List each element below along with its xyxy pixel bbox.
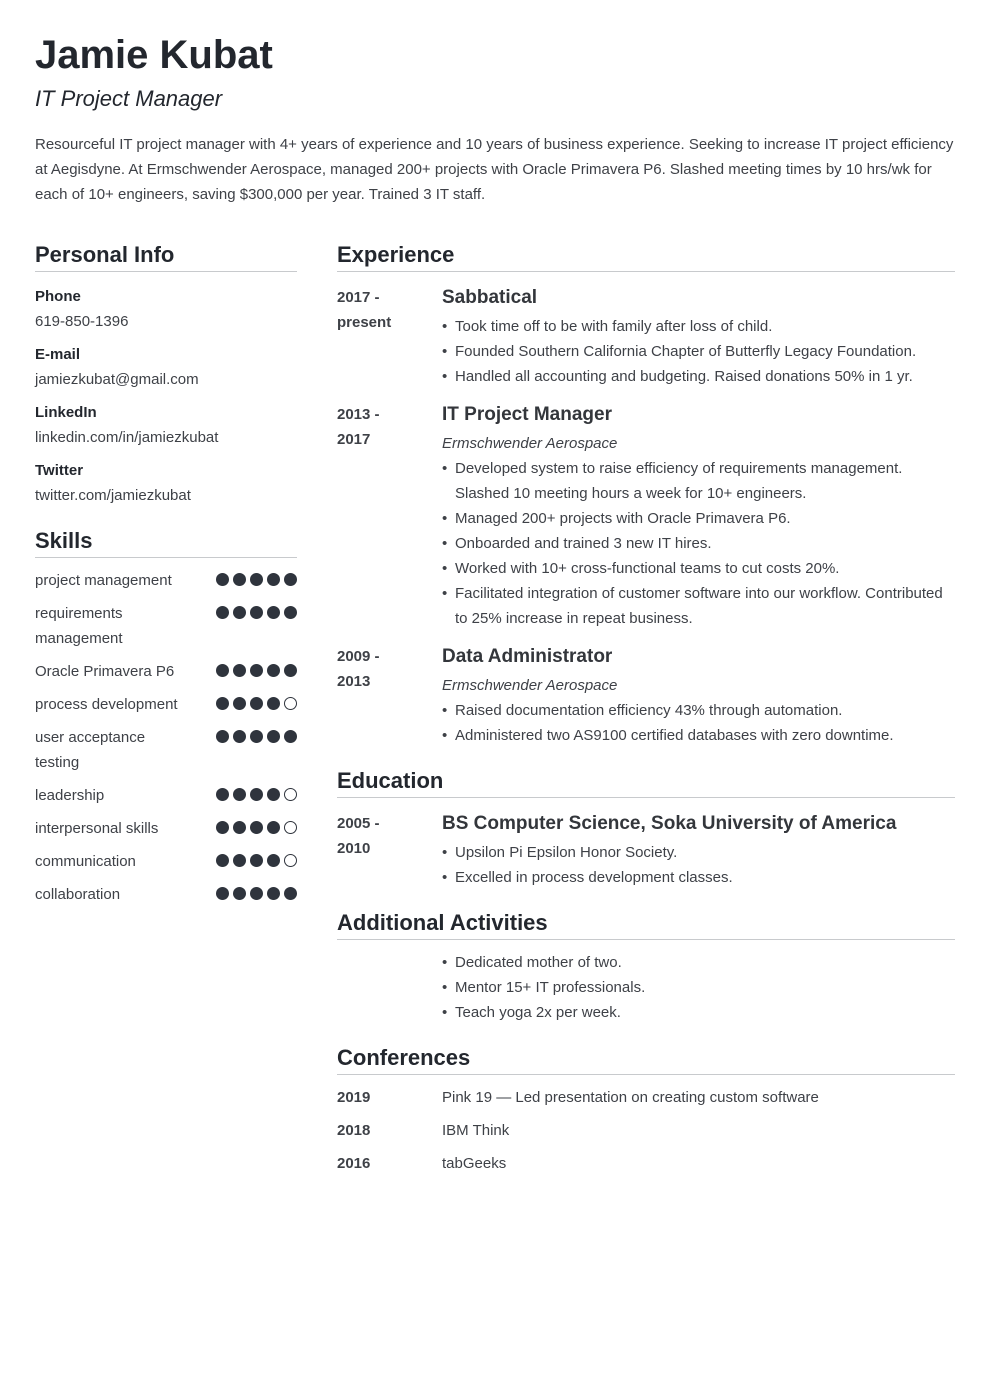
phone-value: 619-850-1396 [35,313,129,330]
conference-row [337,1085,955,1110]
rating-dot-filled [267,887,280,900]
rating-dot-filled [216,788,229,801]
skill-name: communication [35,853,136,870]
bullet-item: • Raised documentation efficiency 43% through automation. [442,698,955,723]
entry-title: IT Project Manager [442,404,612,425]
skill-rating [216,568,297,586]
candidate-name: Jamie Kubat [35,33,273,77]
email-value: jamiezkubat@gmail.com [35,371,199,388]
skill-name: interpersonal skills [35,820,159,837]
right-column [337,242,955,1176]
info-twitter [35,458,297,508]
bullet-item: • Upsilon Pi Epsilon Honor Society. [442,840,955,865]
bullet-item: • Administered two AS9100 certified databases with zero downtime. [442,723,955,748]
rating-dot-filled [267,821,280,834]
rating-dot-filled [284,606,297,619]
activities-bullets [442,950,955,1025]
education-heading: Education [337,768,955,798]
activities-entry [337,950,955,1025]
rating-dot-filled [216,821,229,834]
rating-dot-filled [267,573,280,586]
entry-body [442,644,955,748]
summary-paragraph: Resourceful IT project manager with 4+ years of experience and 10 years of business experience. Seeking to increase IT project efficiency at Aegisdyne. At Ermschwender Aerospace, managed 200+ projects with Oracle Primavera P6. Slashed meeting times by 10 hrs/wk for each of 10+ engineers, saving $300,000 per year. Trained 3 IT staff. [35,136,954,203]
rating-dot-filled [233,730,246,743]
rating-dot-filled [233,606,246,619]
skill-name: requirements management [35,605,123,647]
skill-name: project management [35,572,172,589]
activities-heading: Additional Activities [337,910,955,940]
rating-dot-filled [267,854,280,867]
skill-row [35,659,297,684]
entry-company: Ermschwender Aerospace [442,435,618,452]
info-linkedin [35,400,297,450]
entry-date [337,285,442,389]
rating-dot-filled [250,854,263,867]
rating-dot-filled [233,854,246,867]
bullet-item: • Facilitated integration of customer software into our workflow. Contributed to 25% increase in repeat business. [442,581,955,631]
info-email [35,342,297,392]
skill-row [35,882,297,907]
skill-rating [216,692,297,710]
rating-dot-filled [267,606,280,619]
rating-dot-filled [233,821,246,834]
date-end: present [337,314,392,331]
rating-dot-filled [216,697,229,710]
skill-rating [216,882,297,900]
entry-date [337,811,442,890]
entry-title: BS Computer Science, Soka University of America [442,813,897,834]
rating-dot-filled [250,697,263,710]
bullet-item: • Founded Southern California Chapter of Butterfly Legacy Foundation. [442,339,955,364]
skill-row [35,783,297,808]
skill-row [35,692,297,717]
rating-dot-filled [250,821,263,834]
info-label: Phone [35,288,81,305]
experience-heading: Experience [337,242,955,272]
rating-dot-filled [216,664,229,677]
date-start: 2017 - [337,289,380,306]
skill-row [35,601,297,651]
skill-name: process development [35,696,178,713]
rating-dot-filled [250,606,263,619]
rating-dot-filled [267,697,280,710]
rating-dot-filled [250,573,263,586]
skill-name: collaboration [35,886,121,903]
experience-entry [337,644,955,748]
skill-rating [216,783,297,801]
skill-rating [216,601,297,619]
skill-row [35,816,297,841]
skill-row [35,849,297,874]
rating-dot-filled [233,887,246,900]
bullet-item: • Teach yoga 2x per week. [442,1000,955,1025]
conference-year: 2018 [337,1122,371,1139]
rating-dot-filled [250,730,263,743]
skills-list [35,568,297,907]
skill-name: user acceptance testing [35,729,146,771]
rating-dot-empty [284,697,297,710]
bullet-item: • Mentor 15+ IT professionals. [442,975,955,1000]
rating-dot-filled [216,606,229,619]
personal-info-list [35,284,297,508]
skill-name: leadership [35,787,105,804]
date-end: 2010 [337,840,371,857]
info-label: Twitter [35,462,84,479]
bullet-item: • Managed 200+ projects with Oracle Primavera P6. [442,506,955,531]
skill-rating [216,725,297,743]
bullet-item: • Onboarded and trained 3 new IT hires. [442,531,955,556]
conferences-heading: Conferences [337,1045,955,1075]
rating-dot-filled [267,788,280,801]
date-start: 2005 - [337,815,380,832]
education-list [337,811,955,890]
left-column [35,242,297,915]
education-entry [337,811,955,890]
conference-row [337,1151,955,1176]
skill-rating [216,849,297,867]
rating-dot-filled [216,854,229,867]
entry-body [442,811,955,890]
rating-dot-filled [233,664,246,677]
personal-info-heading: Personal Info [35,242,297,272]
rating-dot-filled [284,573,297,586]
twitter-value: twitter.com/jamiezkubat [35,487,191,504]
conference-row [337,1118,955,1143]
entry-title: Sabbatical [442,287,538,308]
bullet-item: • Handled all accounting and budgeting. Raised donations 50% in 1 yr. [442,364,955,389]
conference-text: Pink 19 — Led presentation on creating custom software [442,1089,819,1106]
experience-list [337,285,955,748]
entry-bullets [442,314,955,389]
skill-rating [216,659,297,677]
rating-dot-filled [250,887,263,900]
bullet-item: • Excelled in process development classes. [442,865,955,890]
skill-rating [216,816,297,834]
entry-body [442,285,955,389]
entry-bullets [442,698,955,748]
experience-entry [337,285,955,389]
info-label: E-mail [35,346,81,363]
rating-dot-filled [284,664,297,677]
conference-text: tabGeeks [442,1155,507,1172]
skills-heading: Skills [35,528,297,558]
date-end: 2017 [337,431,371,448]
skill-row [35,568,297,593]
entry-title: Data Administrator [442,646,613,667]
rating-dot-filled [250,788,263,801]
entry-bullets [442,840,955,890]
experience-entry [337,402,955,631]
rating-dot-filled [216,573,229,586]
skill-name: Oracle Primavera P6 [35,663,175,680]
rating-dot-filled [233,788,246,801]
candidate-title: IT Project Manager [35,86,223,111]
rating-dot-empty [284,821,297,834]
bullet-item: • Worked with 10+ cross-functional teams to cut costs 20%. [442,556,955,581]
rating-dot-empty [284,788,297,801]
rating-dot-filled [267,664,280,677]
rating-dot-filled [233,573,246,586]
entry-body [442,402,955,631]
rating-dot-filled [284,730,297,743]
rating-dot-filled [216,887,229,900]
skill-row [35,725,297,775]
entry-bullets [442,456,955,631]
entry-date [337,644,442,748]
conference-year: 2019 [337,1089,371,1106]
date-end: 2013 [337,673,371,690]
bullet-item: • Developed system to raise efficiency of requirements management. Slashed 10 meeting hours a week for 10+ engineers. [442,456,955,506]
rating-dot-empty [284,854,297,867]
rating-dot-filled [233,697,246,710]
rating-dot-filled [267,730,280,743]
rating-dot-filled [250,664,263,677]
conference-list [337,1085,955,1176]
date-start: 2013 - [337,406,380,423]
linkedin-value: linkedin.com/in/jamiezkubat [35,429,219,446]
bullet-item: • Dedicated mother of two. [442,950,955,975]
conference-text: IBM Think [442,1122,510,1139]
bullet-item: • Took time off to be with family after loss of child. [442,314,955,339]
entry-date [337,402,442,631]
info-label: LinkedIn [35,404,97,421]
conference-year: 2016 [337,1155,371,1172]
info-phone [35,284,297,334]
rating-dot-filled [284,887,297,900]
rating-dot-filled [216,730,229,743]
date-start: 2009 - [337,648,380,665]
entry-company: Ermschwender Aerospace [442,677,618,694]
